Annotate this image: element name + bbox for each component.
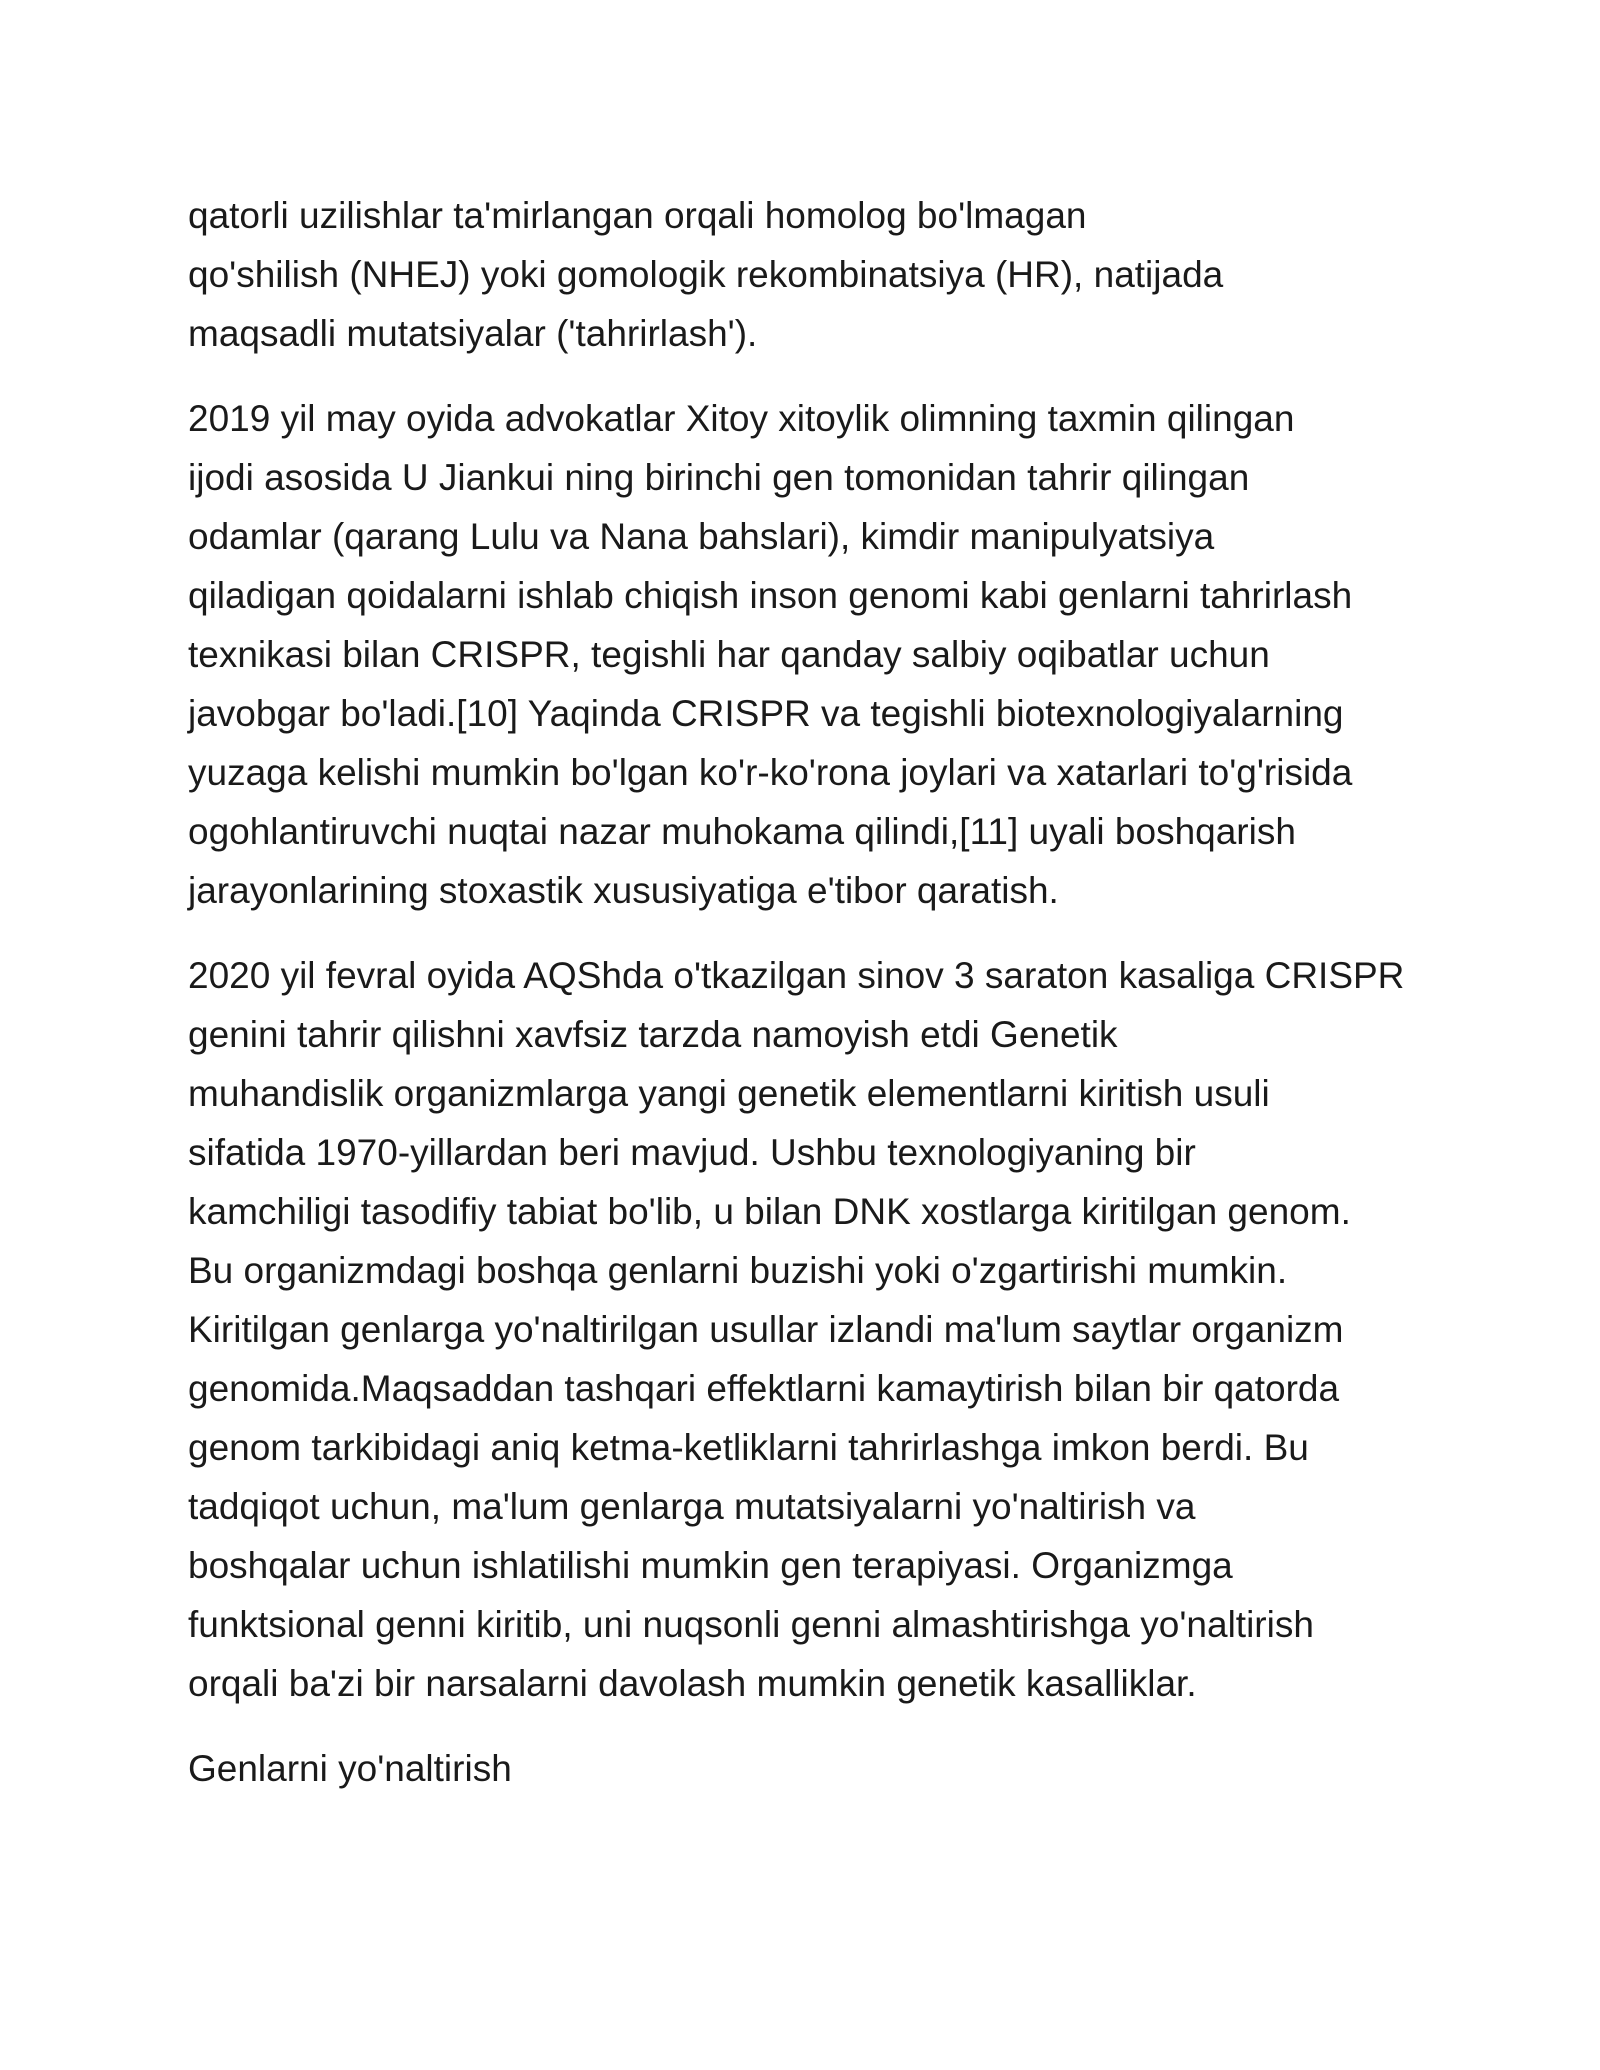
text-line: odamlar (qarang Lulu va Nana bahslari), kimdir manipulyatsiya	[188, 516, 1215, 557]
text-line: qiladigan qoidalarni ishlab chiqish inson genomi kabi genlarni tahrirlash	[188, 575, 1353, 616]
text-line: genomida.Maqsaddan tashqari effektlarni kamaytirish bilan bir qatorda	[188, 1368, 1340, 1409]
text-line: orqali ba'zi bir narsalarni davolash mumkin genetik kasalliklar.	[188, 1663, 1197, 1704]
text-line: genini tahrir qilishni xavfsiz tarzda namoyish etdi Genetik	[188, 1014, 1118, 1055]
paragraph-1	[188, 186, 1438, 363]
text-line: muhandislik organizmlarga yangi genetik elementlarni kiritish usuli	[188, 1073, 1270, 1114]
text-line: javobgar bo'ladi.[10] Yaqinda CRISPR va tegishli biotexnologiyalarning	[188, 693, 1344, 734]
text-line: Genlarni yo'naltirish	[188, 1748, 512, 1789]
text-line: texnikasi bilan CRISPR, tegishli har qanday salbiy oqibatlar uchun	[188, 634, 1270, 675]
text-line: Kiritilgan genlarga yo'naltirilgan usullar izlandi ma'lum saytlar organizm	[188, 1309, 1344, 1350]
text-line: kamchiligi tasodifiy tabiat bo'lib, u bilan DNK xostlarga kiritilgan genom.	[188, 1191, 1351, 1232]
paragraph-2	[188, 389, 1438, 920]
paragraph-3	[188, 946, 1438, 1713]
text-line: qatorli uzilishlar ta'mirlangan orqali homolog bo'lmagan	[188, 195, 1087, 236]
text-line: genom tarkibidagi aniq ketma-ketliklarni tahrirlashga imkon berdi. Bu	[188, 1427, 1309, 1468]
text-line: qo'shilish (NHEJ) yoki gomologik rekombinatsiya (HR), natijada	[188, 254, 1224, 295]
text-line: Bu organizmdagi boshqa genlarni buzishi yoki o'zgartirishi mumkin.	[188, 1250, 1288, 1291]
text-line: sifatida 1970-yillardan beri mavjud. Ushbu texnologiyaning bir	[188, 1132, 1196, 1173]
text-line: funktsional genni kiritib, uni nuqsonli genni almashtirishga yo'naltirish	[188, 1604, 1314, 1645]
text-line: 2019 yil may oyida advokatlar Xitoy xitoylik olimning taxmin qilingan	[188, 398, 1295, 439]
document-body	[188, 186, 1438, 1824]
text-line: ogohlantiruvchi nuqtai nazar muhokama qilindi,[11] uyali boshqarish	[188, 811, 1296, 852]
text-line: jarayonlarining stoxastik xususiyatiga e'tibor qaratish.	[188, 870, 1059, 911]
text-line: boshqalar uchun ishlatilishi mumkin gen terapiyasi. Organizmga	[188, 1545, 1233, 1586]
text-line: yuzaga kelishi mumkin bo'lgan ko'r-ko'rona joylari va xatarlari to'g'risida	[188, 752, 1353, 793]
text-line: 2020 yil fevral oyida AQShda o'tkazilgan sinov 3 saraton kasaliga CRISPR	[188, 955, 1405, 996]
text-line: ijodi asosida U Jiankui ning birinchi gen tomonidan tahrir qilingan	[188, 457, 1250, 498]
text-line: maqsadli mutatsiyalar ('tahrirlash').	[188, 313, 758, 354]
text-line: tadqiqot uchun, ma'lum genlarga mutatsiyalarni yo'naltirish va	[188, 1486, 1196, 1527]
section-heading	[188, 1739, 1438, 1798]
